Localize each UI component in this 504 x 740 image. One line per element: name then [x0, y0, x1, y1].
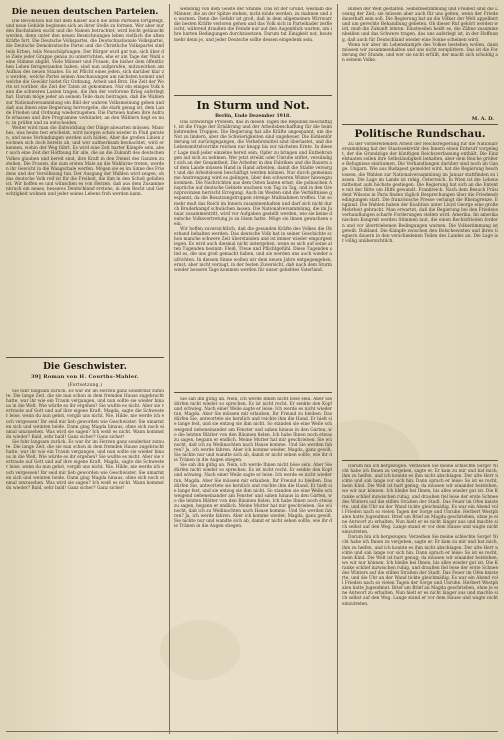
serial-number: 39] [31, 374, 42, 380]
serial-body-block [174, 397, 332, 734]
serial-body: Sie sah ihn gütig an. Nein, ich werde Ihnen nicht böse sein. Aber Sie dürfen nicht wieder so sprechen. Es ist nicht recht. Er senkte den Kopf und schwieg. Nach einer Weile sagte er leise: Ich werde es nicht wieder tun, Magda. Aber Sie müssen mir erlauben, Ihr Freund zu bleiben. Das dürfen Sie, antwortete sie herzlich und reichte ihm die Hand. Er hielt sie lange fest, und sie entzog sie ihm nicht. So standen sie eine Weile schweigend nebeneinander am Fenster und sahen hinaus in den Garten, wo die letzten Blätter von den Bäumen fielen. Ich habe Ihnen noch etwas zu sagen, begann er endlich. Meine Mutter hat mir geschrieben. Sie wünscht, daß ich zu Weihnachten nach Hause komme. Und Sie werden fahren? Ja, ich werde fahren. Aber ich komme wieder, Magda, ganz gewiß. Sie nickte nur und wandte sich ab, damit er nicht sehen sollte, wie ihr die Tränen in die Augen stiegen. [174, 397, 332, 464]
serial-byline-row [6, 374, 164, 380]
article-body: Weiter wird man die Entwicklung der Dinge abwarten müssen. Manches, was heute fest erscheint, wird morgen schon wieder in Fluß geraten, und neue Verbindungen werden sich bilden. Aber die großen Linien zeichnen sich doch bereits ab, und wer aufmerksam beobachtet, wird erkennen, wohin der Weg führt. Es wird eine Zeit harter Kämpfe sein, aber auch eine Zeit der Hoffnung für alle, die an die Zukunft des deutschen Volkes glauben und bereit sind, ihre Kraft in den Dienst des Ganzen zu stellen. Die Frauen, die zum ersten Male an die Wahlurne treten, werden ihr Gewicht in die Waagschale werfen. Mögen sie es im Sinne des Friedens und der Versöhnung tun. Der Ausgang der Wahlen wird zeigen, ob das deutsche Volk reif ist für die Freiheit, die ihm in den Schoß gefallen ist. Wir hoffen es und wünschen es von Herzen, daß aus dem Zusammenbruch ein neues, besseres Deutschland erstehe, in dem Recht und Gerechtigkeit wohnen und jeder seines Lebens froh werden kann. [6, 125, 164, 198]
article-body: Wenn wir aber im Lebenskampfe des Volkes bestehen wollen, dann müssen wir zusammenhalten und uns nicht zersplittern. Das ist die Forderung der Stunde, und wer sie nicht erfüllt, der macht sich schuldig an seinem Volke. [342, 42, 498, 63]
serial-body: Sie fuhr langsam zurück. Es war ihr im Herzen ganz sonderbar zumute. Die lange Zeit, die sie nun schon in dem fremden Hause zugebracht hatte, war ihr wie ein Traum vergangen, und nun sollte sie wieder hinaus in die Welt. Wie würde es ihr ergehen? Sie wußte es nicht. Aber sie vertraute auf Gott und auf ihre eigene Kraft. Magda, sagte die Schwester leise, wenn du nun gehst, vergiß uns nicht. Nie, Hilde, nie werde ich euch vergessen! Ihr seid mir lieb geworden wie Geschwister. Sie umarmten sich und weinten beide. Dann ging Magda hinaus, ohne sich noch einmal umzusehen. Was wird sie sagen? Ich weiß es nicht. Wann kommst du wieder? Bald, sehr bald! Ganz sicher? Ganz sicher! [6, 439, 164, 491]
column-3 [342, 4, 498, 734]
article-body: Bilden der Welt gestalten. Selbstbestimmung und Freiheit sind die Losung der Zeit; sie müssen aber auch für uns gelten, wenn der Friede dauerhaft sein soll. Die Regierung hat an die Völker der Welt appelliert und um gerechte Behandlung gebeten. Ob dieser Ruf gehört werden wird, muß die Zukunft lehren. Einstweilen heißt es, die Zähne zusammenbeißen und das Schwere tragen, das uns auferlegt ist, in der Hoffnung, daß auch für Deutschland wieder eine Sonne scheinen wird. [342, 7, 498, 43]
article-body: Die Revolution hat mit dem Kaiser auch die alten Parteien fortgefegt, und neue Gebilde beginnen sich an ihrer Stelle zu formen. Wer aber nur den Buchstaben sucht und die Namen betrachtet, wird leicht getäuscht werden, denn unter den neuen Bezeichnungen leben vielfach die alten Kräfte fort. Die Deutsche Volkspartei, die Deutschnationale Volkspartei, die Deutsche Demokratische Partei und die Christliche Volkspartei sind teils Erben, teils Neuschöpfungen. Der Bürger wird gut tun, sich über die Ziele jeder Gruppe genau zu unterrichten, ehe er am Tage der Wahl seine Stimme abgibt. Viele Männer und Frauen, die bisher dem öffentlichen Leben ferngestanden haben, sind nun aufgerufen, mitzuwirken am Aufbau des neuen Staates. Es ist Pflicht eines jeden, sich darüber klar zu werden, welche Partei seinen Anschauungen am nächsten kommt und welche die Gewähr bietet für Ordnung, Arbeit und Brot. Die Zeit der Worte ist vorüber, die Zeit der Taten ist gekommen. Nur ein einiges Volk kann die schweren Lasten tragen, die ihm der verlorene Krieg auferlegt hat. Darum möge jeder an seinem Teile dazu beitragen, daß die Wahlen zur Nationalversammlung ein Bild der wahren Volksmeinung geben und daß aus ihnen eine Regierung hervorgehe, die stark genug ist, dem Lande Frieden und Ordnung wiederzugeben. Die Parteien haben ihre Aufrufe erlassen und ihre Programme verkündet; an den Wählern liegt es nun, zu prüfen und zu entscheiden. [6, 19, 164, 126]
article-body: Zu der vorbereitenden Arbeit der Reichsregierung für die Nationalversammlung hat der Staatssekretär des Innern einen Entwurf vorgelegt, der die Grundzüge der künftigen Reichsverfassung enthält. Die Einzelstaaten sollen ihre Selbständigkeit behalten, aber dem Reiche größere Befugnisse einräumen. Die Verhandlungen darüber sind noch im Gange. Ungarn. Wie aus Budapest gemeldet wird, hat die Regierung beschlossen, die Wahlen zur Nationalversammlung im Januar stattfinden zu lassen. Die Lage im Lande ist ruhig. Österreich. In Wien ist die Lebensmittelnot aufs höchste gestiegen. Die Regierung hat sich an die Entente mit der Bitte um Hilfe gewandt. Frankreich. Nach dem Besuch Präsident Wilsons in Paris finden täglich Besprechungen über die Friedensbedingungen statt. Die französische Presse verlangt die Rheingrenze. England. Die Wahlen haben der Koalition unter Lloyd George eine große Mehrheit gebracht. Man erwartet, daß die Regierung bei den Friedensverhandlungen scharfe Forderungen stellen wird. Amerika. Im amerikanischen Kongreß werden Stimmen laut, die einen Rechtsfrieden fordern und vor übertriebenen Bedingungen warnen. Die Volksstimmung ist geteilt. Rußland. Die Kämpfe zwischen den Bolschewisten und ihren Gegnern dauern in den verschiedenen Teilen des Landes an. Die Lage ist völlig unübersichtlich. [342, 142, 498, 244]
section-divider [342, 124, 498, 125]
article-body-block [174, 120, 332, 376]
article-dateline: Berlin, Ende Dezember 1918. [215, 114, 291, 119]
article-headline: Politische Rundschau. [354, 128, 486, 140]
serial-body: Darum bin ich hergezogen. Verzeihen Sie meine schlechte Sorge! Nicht habe ich Ihnen zu vergeben, sagte er. Er kam zu mir und bat mich, ihm zu helfen, und ich konnte es ihm nicht abschlagen. Der alte Herr nickte und sah lange vor sich hin. Dann sprach er leise: So ist es recht, mein Kind. Die Welt ist hart genug; da müssen wir einander beistehen, wo wir nur können. Ich bleibe bei Ihnen, bis alles wieder gut ist. Die Kranke schlief inzwischen ruhig, und draußen fiel leise der erste Schnee des Winters auf die stillen Straßen der Stadt. Das Feuer im Ofen knisterte, und die Uhr an der Wand tickte gleichmäßig. Es war ein Abend voll Frieden nach so vielen Tagen der Sorge und Unruhe. Herbert Westphalen hatte Jugendmut. Brief um Brief an Magda geschrieben, ohne je eine Antwort zu erhalten. Nun hielt er es nicht länger aus und machte sich selbst auf den Weg. Lange stand er vor dem Hause und wagte nicht einzutreten. [342, 535, 498, 607]
article-body: Das schwierige Problem, das in diesen Tagen die Republik beschäftigt, ist die Frage der Ernährung und der Arbeitsbeschaffung für die heimkehrenden Truppen. Die Regierung hat alle Kräfte angespannt, um die Not zu lindern, aber die Schwierigkeiten sind ungeheuer. Die Kohlenförderung ist zurückgegangen, die Verkehrsmittel sind überlastet, und die Lebensmittelvorräte reichen nur knapp bis zur nächsten Ernte. In dieser Lage muß jeder einzelne bereit sein, Opfer zu bringen und Entbehrungen auf sich zu nehmen. Wer jetzt streikt oder Unruhe stiftet, versündigt sich an der Gesamtheit. Die Arbeiter in den Fabriken und die Bauern auf dem Lande müssen Hand in Hand arbeiten, damit die Städte versorgt und die Arbeitslosen beschäftigt werden können. Nur durch gemeinsame Anstrengung wird es gelingen, über den schweren Winter hinwegzukommen. Die Nachrichten aus dem Osten lauten ernst; die polnischen Ansprüche auf deutsche Gebiete wachsen von Tag zu Tag, und in den Grenzprovinzen herrscht Erregung. Auch im Westen sind die Verhältnisse gespannt, da die Besatzungstruppen strenge Maßnahmen treffen. Um so mehr muß das Reich im Innern zusammenhalten und darf sich nicht durch Bruderkampf schwächen lassen. Die Nationalversammlung, die im Januar zusammentritt, wird vor Aufgaben gestellt werden, wie sie keine deutsche Volksvertretung je zu lösen hatte. Möge sie ihnen gewachsen sein. [174, 120, 332, 227]
article-headline: In Sturm und Not. [196, 99, 310, 112]
serial-headline: Die Geschwister. [43, 362, 127, 372]
column-rule [337, 4, 338, 734]
article-body-block [174, 7, 332, 93]
serial-body-block [6, 389, 164, 719]
article-body-block [342, 7, 498, 115]
serial-byline: Roman von H. Courths-Mahler. [43, 374, 139, 380]
article-body-block [342, 142, 498, 454]
page-bottom-rule [6, 731, 498, 734]
serial-body: Darum bin ich hergezogen. Verzeihen Sie meine schlechte Sorge! Nicht habe ich Ihnen zu vergeben, sagte er. Er kam zu mir und bat mich, ihm zu helfen, und ich konnte es ihm nicht abschlagen. Der alte Herr nickte und sah lange vor sich hin. Dann sprach er leise: So ist es recht, mein Kind. Die Welt ist hart genug; da müssen wir einander beistehen, wo wir nur können. Ich bleibe bei Ihnen, bis alles wieder gut ist. Die Kranke schlief inzwischen ruhig, und draußen fiel leise der erste Schnee des Winters auf die stillen Straßen der Stadt. Das Feuer im Ofen knisterte, und die Uhr an der Wand tickte gleichmäßig. Es war ein Abend voll Frieden nach so vielen Tagen der Sorge und Unruhe. Herbert Westphalen hatte Jugendmut. Brief um Brief an Magda geschrieben, ohne je eine Antwort zu erhalten. Nun hielt er es nicht länger aus und machte sich selbst auf den Weg. Lange stand er vor dem Hause und wagte nicht einzutreten. [342, 464, 498, 536]
section-divider [6, 357, 164, 358]
serial-body-block [342, 464, 498, 734]
article-body: Wir hoffen zuversichtlich, daß die gesunden Kräfte des Volkes die Oberhand behalten werden. Das deutsche Volk hat in seiner Geschichte schon manche schwere Zeit überstanden und ist immer wieder emporgestiegen. Es wird auch diesmal nicht untergehen, wenn es sich auf seine alten Tugenden besinnt: Fleiß, Treue und Pflichtgefühl. Diese Tugenden sind es, die uns groß gemacht haben, und sie werden uns auch wieder aufrichten. In diesem Sinne wollen wir dem neuen Jahre entgegengehen, ernst, aber nicht verzagt, in der festen Zuversicht, daß nach dem Sturm wieder bessere Tage kommen werden für unser geliebtes Vaterland. [174, 226, 332, 273]
section-divider [174, 392, 332, 393]
column-2 [174, 4, 332, 734]
article-body-block [6, 19, 164, 355]
article-signature: M. A. D. [471, 116, 494, 122]
serial-note: (Fortsetzung.) [67, 382, 103, 387]
section-divider [342, 460, 498, 461]
column-1 [6, 4, 164, 734]
serial-body: Sie sah ihn gütig an. Nein, ich werde Ihnen nicht böse sein. Aber Sie dürfen nicht wieder so sprechen. Es ist nicht recht. Er senkte den Kopf und schwieg. Nach einer Weile sagte er leise: Ich werde es nicht wieder tun, Magda. Aber Sie müssen mir erlauben, Ihr Freund zu bleiben. Das dürfen Sie, antwortete sie herzlich und reichte ihm die Hand. Er hielt sie lange fest, und sie entzog sie ihm nicht. So standen sie eine Weile schweigend nebeneinander am Fenster und sahen hinaus in den Garten, wo die letzten Blätter von den Bäumen fielen. Ich habe Ihnen noch etwas zu sagen, begann er endlich. Meine Mutter hat mir geschrieben. Sie wünscht, daß ich zu Weihnachten nach Hause komme. Und Sie werden fahren? Ja, ich werde fahren. Aber ich komme wieder, Magda, ganz gewiß. Sie nickte nur und wandte sich ab, damit er nicht sehen sollte, wie ihr die Tränen in die Augen stiegen. [174, 463, 332, 530]
serial-body: Sie fuhr langsam zurück. Es war ihr im Herzen ganz sonderbar zumute. Die lange Zeit, die sie nun schon in dem fremden Hause zugebracht hatte, war ihr wie ein Traum vergangen, und nun sollte sie wieder hinaus in die Welt. Wie würde es ihr ergehen? Sie wußte es nicht. Aber sie vertraute auf Gott und auf ihre eigene Kraft. Magda, sagte die Schwester leise, wenn du nun gehst, vergiß uns nicht. Nie, Hilde, nie werde ich euch vergessen! Ihr seid mir lieb geworden wie Geschwister. Sie umarmten sich und weinten beide. Dann ging Magda hinaus, ohne sich noch einmal umzusehen. Was wird sie sagen? Ich weiß es nicht. Wann kommst du wieder? Bald, sehr bald! Ganz sicher? Ganz sicher! [6, 389, 164, 440]
article-headline: Die neuen deutschen Parteien. [11, 7, 159, 17]
article-body: wendung von dem Geiste der Stunde. Das ist der Grund, weshalb die Männer, die an der Spitze stehen, nicht müde werden, zu mahnen und zu warnen. Denn die Gefahr ist groß, daß in dem allgemeinen Wirrwarr die besten Kräfte verloren gehen und das Volk sich in Parteihader zerfleischt, während draußen die Feinde nur auf den Augenblick warten, um ihre harten Bedingungen durchzusetzen. Darum tut Einigkeit not, heute mehr denn je, und jeder Deutsche sollte dessen eingedenk sein. [174, 7, 332, 43]
column-rule [169, 4, 170, 734]
section-divider [174, 95, 332, 96]
